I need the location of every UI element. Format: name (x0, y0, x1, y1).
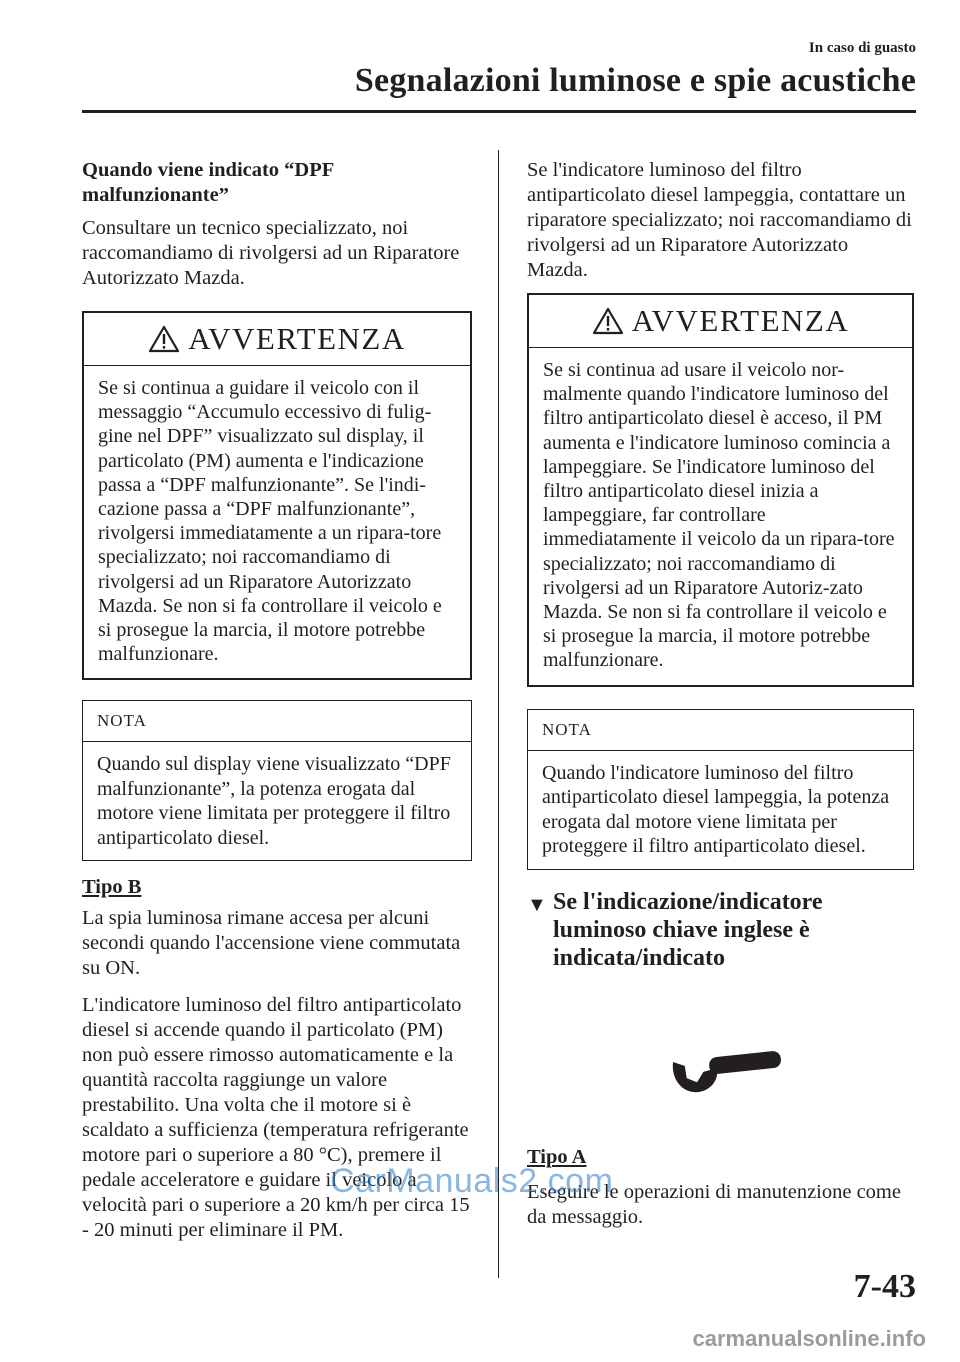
warning-title: AVVERTENZA (188, 321, 406, 356)
intro-paragraph: Consultare un tecnico specializzato, noi raccomandiamo di rivolgersi ad un Riparatore Autorizzato Mazda. (82, 217, 460, 289)
header-rule (82, 110, 916, 113)
tipo-b-paragraph-2: L'indicatore luminoso del filtro antiparticolato diesel si accende quando il particolato (PM) non può essere rimosso automaticamente e la quantità raccolta raggiunge un valore prestabilito. Una volta che il motore si è scaldato a sufficienza (temperatura refrigerante motore pari o superiore a 80 °C), premere il pedale acceleratore e guidare il veicolo a velocità pari o superiore a 20 km/h per circa 15 - 20 minuti per eliminare il PM. (82, 994, 470, 1242)
note-box (82, 700, 472, 861)
warning-title-right: AVVERTENZA (631, 303, 850, 338)
note-text: Quando sul display viene visualizzato “DPF malfunzionante”, la potenza erogata dal motore viene limitata per proteggere il filtro antiparticolato diesel. (97, 753, 451, 849)
right-intro-paragraph: Se l'indicatore luminoso del filtro antiparticolato diesel lampeggia, contattare un riparatore specializzato; noi raccomandiamo di rivolgersi ad un Riparatore Autorizzato Mazda. (527, 159, 912, 281)
warning-header (84, 313, 470, 366)
chapter-label: In caso di guasto (808, 40, 916, 56)
tipo-b-paragraph-1: La spia luminosa rimane accesa per alcuni secondi quando l'accensione viene commutata su ON. (82, 907, 461, 980)
tipo-b-label: Tipo B (82, 876, 142, 899)
note-title-right: NOTA (528, 710, 913, 751)
warning-triangle-icon (592, 307, 624, 335)
column-divider (498, 150, 499, 1278)
warning-box (82, 311, 472, 680)
section-heading-dpf: Quando viene indicato “DPF malfunzionante” (82, 159, 334, 206)
warning-box-right (527, 293, 914, 687)
warning-triangle-icon (148, 325, 180, 353)
warning-text: Se si continua a guidare il veicolo con il messaggio “Accumulo eccessivo di fulig-gine nel DPF” visualizzato sul display, il particolato (PM) aumenta e l'indicazione passa a “DPF malfunzionante”. Se l'indi-cazione passa a “DPF malfunzionante”, rivolgersi immediatamente a un ripara-tore specializzato; noi raccomandiamo di rivolgersi ad un Riparatore Autorizzato Mazda. Se non si fa controllare il veicolo e si prosegue la marcia, il motore potrebbe malfunzionare. (98, 377, 442, 666)
watermark-logo: CarManuals2.com (330, 1162, 614, 1200)
note-title: NOTA (83, 701, 471, 742)
footer-watermark: carmanualsonline.info (692, 1326, 926, 1351)
note-box-right (527, 709, 914, 870)
wrench-icon-wrap (527, 1038, 914, 1109)
wrench-section-title: Se l'indicazione/indicatore luminoso chiave inglese è indicata/indicato (553, 888, 823, 971)
tipo-a-paragraph: Eseguire le operazioni di manutenzione come da messaggio. (527, 1180, 901, 1228)
note-text-right: Quando l'indicatore luminoso del filtro antiparticolato diesel lampeggia, la potenza erogata dal motore viene limitata per proteggere il filtro antiparticolato diesel. (542, 761, 890, 858)
page-title: Segnalazioni luminose e spie acustiche (354, 62, 916, 99)
tipo-a-label: Tipo A (527, 1145, 587, 1168)
page-number: 7-43 (853, 1268, 916, 1305)
left-column (82, 158, 472, 1243)
down-triangle-icon: ▼ (527, 893, 547, 916)
wrench-section-heading (527, 888, 914, 972)
warning-header-right (529, 295, 912, 348)
right-column (527, 158, 914, 1230)
wrench-icon (667, 1038, 783, 1104)
warning-text-right: Se si continua ad usare il veicolo nor-malmente quando l'indicatore luminoso del filtro antiparticolato diesel è acceso, il PM aumenta e l'indicatore luminoso comincia a lampeggiare. Se l'indicatore luminoso del filtro antiparticolato diesel inizia a lampeggiare, far controllare immediatamente il veicolo da un ripara-tore specializzato; noi raccomandiamo di rivolgersi ad un Riparatore Autoriz-zato Mazda. Se non si fa controllare il veicolo e si prosegue la marcia, il motore potrebbe malfunzionare. (543, 359, 895, 672)
